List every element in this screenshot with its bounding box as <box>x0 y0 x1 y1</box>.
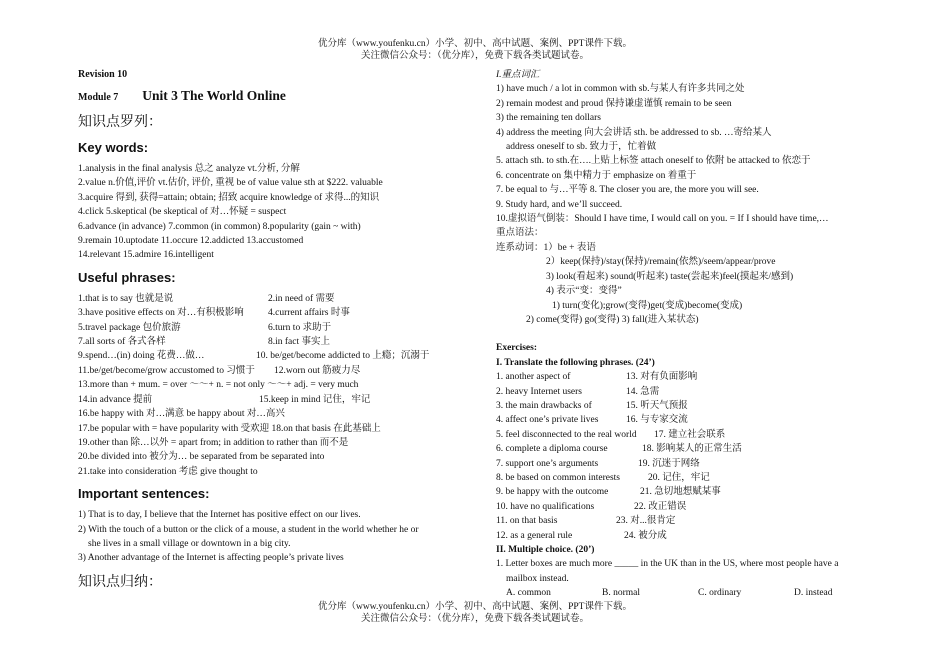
page-header <box>0 38 950 62</box>
phrase-row: 16.be happy with 对…满意 be happy about 对…高兴 <box>78 409 285 420</box>
sentence-line: she lives in a small village or downtown in a big city. <box>88 538 291 549</box>
module-label: Module 7 <box>78 92 119 103</box>
phrase-row <box>78 292 478 306</box>
exercise-item: 12. as a general rule <box>496 530 573 541</box>
phrase: 5.travel package 包价旅游 <box>78 322 181 333</box>
exercise-item: 21. 急切地想赋某事 <box>640 487 721 498</box>
vocab-line: 9. Study hard, and we’ll succeed. <box>496 199 623 210</box>
grammar-line: 2) come(变得) go(变得) 3) fall(进入某状态) <box>526 314 699 325</box>
phrase: 15.keep in mind 记住，牢记 <box>259 394 371 405</box>
keyword-line: 1.analysis in the final analysis 总之 analyze vt.分析, 分解 <box>78 164 300 174</box>
exercise-item: 5. feel disconnected to the real world <box>496 429 637 440</box>
exercise-item: 16. 与专家交流 <box>626 415 688 426</box>
exercise-row <box>496 385 936 399</box>
option-a: A. common <box>506 588 551 599</box>
page-footer <box>0 601 950 625</box>
exercise-row <box>496 500 936 514</box>
left-column <box>78 68 478 599</box>
phrase: 6.turn to 求助于 <box>268 322 332 333</box>
phrase-row: 19.other than 除…以外 = apart from; in addition to rather than 而不是 <box>78 437 349 448</box>
phrase-row <box>78 349 478 363</box>
phrase: 10. be/get/become addicted to 上瘾；沉溺于 <box>256 351 430 362</box>
vocab-title: I.重点词汇 <box>496 70 540 80</box>
right-column <box>496 68 936 601</box>
exercise-item: 11. on that basis <box>496 516 558 527</box>
exercise-item: 18. 影响某人的正常生活 <box>642 444 742 455</box>
phrase: 9.spend…(in) doing 花费…做… <box>78 351 205 362</box>
grammar-line: 3) look(看起来) sound(听起来) taste(尝起来)feel(摸起来/感到) <box>546 271 794 282</box>
phrase-row <box>78 306 478 320</box>
phrase: 12.worn out 筋疲力尽 <box>274 365 361 376</box>
summary-title: 知识点归纳： <box>78 573 162 590</box>
exercise-row <box>496 485 936 499</box>
question-1-cont: mailbox instead. <box>506 573 569 584</box>
phrase-row <box>78 335 478 349</box>
vocab-line: 1) have much / a lot in common with sb.与某人有许多共同之处 <box>496 84 745 95</box>
grammar-line: 2）keep(保持)/stay(保持)/remain(依然)/seem/appear/prove <box>546 257 776 268</box>
phrase: 8.in fact 事实上 <box>268 337 331 348</box>
exercise-row <box>496 529 936 543</box>
exercise-row <box>496 471 936 485</box>
phrase: 7.all sorts of 各式各样 <box>78 337 166 348</box>
exercise-row <box>496 413 936 427</box>
exercise-item: 1. another aspect of <box>496 372 571 383</box>
grammar-line: 4) 表示“变：变得” <box>546 286 622 297</box>
points-title: 知识点罗列： <box>78 114 162 130</box>
phrase-row: 17.be popular with = have popularity with 受欢迎 18.on that basis 在此基础上 <box>78 423 381 434</box>
vocab-line: 3) the remaining ten dollars <box>496 113 601 124</box>
exercise-item: 14. 急需 <box>626 386 660 397</box>
exercise-item: 15. 听天气预报 <box>626 400 688 411</box>
keywords-title: Key words: <box>78 140 149 155</box>
exercise-item: 3. the main drawbacks of <box>496 400 592 411</box>
header-line-2: 关注微信公众号：（优分库），免费下载各类试题试卷。 <box>360 51 589 61</box>
grammar-line: 连系动词：1）be + 表语 <box>496 242 596 253</box>
keyword-line: 2.value n.价值,评价 vt.估价, 评价, 重视 be of value value sth at $222. valuable <box>78 178 383 189</box>
revision-label: Revision 10 <box>78 69 128 80</box>
grammar-title: 重点语法： <box>496 228 544 239</box>
phrase-row: 21.take into consideration 考虑 give thought to <box>78 466 258 477</box>
exercise-item: 6. complete a diploma course <box>496 444 608 455</box>
vocab-line: address oneself to sb. 致力于，忙着做 <box>506 142 657 153</box>
exercise-item: 7. support one’s arguments <box>496 458 599 469</box>
phrase: 2.in need of 需要 <box>268 293 335 304</box>
sentences-title: Important sentences: <box>78 486 210 502</box>
exercises-title: Exercises: <box>496 343 537 354</box>
option-c: C. ordinary <box>698 588 742 599</box>
exercise-row <box>496 428 936 442</box>
exercise-item: 20. 记住，牢记 <box>648 472 710 483</box>
exercise-item: 9. be happy with the outcome <box>496 487 609 498</box>
sentence-line: 3) Another advantage of the Internet is affecting people’s private lives <box>78 553 344 564</box>
unit-title: Unit 3 The World Online <box>142 88 286 103</box>
module-title <box>78 88 478 106</box>
phrase: 11.be/get/become/grow accustomed to 习惯于 <box>78 365 255 376</box>
vocab-line: 6. concentrate on 集中精力于 emphasize on 着重于 <box>496 170 697 181</box>
footer-line-2: 关注微信公众号：（优分库），免费下载各类试题试卷。 <box>360 614 589 624</box>
sentence-line: 1) That is to day, I believe that the Internet has positive effect on our lives. <box>78 510 361 521</box>
phrase-row <box>78 393 478 407</box>
question-1-options <box>496 586 936 600</box>
grammar-line: 1) turn(变化);grow(变得)get(变成)become(变成) <box>552 300 743 311</box>
vocab-line: 7. be equal to 与…平等 8. The closer you are, the more you will see. <box>496 185 759 196</box>
keyword-line: 3.acquire 得到, 获得=attain; obtain; 招致 acquire knowledge of 求得...的知识 <box>78 192 380 203</box>
option-b: B. normal <box>602 588 640 599</box>
exercise-item: 17. 建立社会联系 <box>654 429 726 440</box>
exercise-row <box>496 514 936 528</box>
exercise-row <box>496 399 936 413</box>
exercise-item: 2. heavy Internet users <box>496 386 582 397</box>
phrase-row <box>78 321 478 335</box>
exercise-item: 24. 被分成 <box>624 530 667 541</box>
question-1: 1. Letter boxes are much more _____ in the UK than in the US, where most people have a <box>496 559 839 570</box>
phrase: 3.have positive effects on 对…有积极影响 <box>78 308 244 319</box>
phrase-row <box>78 364 478 378</box>
exercise-item: 4. affect one’s private lives <box>496 415 599 426</box>
vocab-line: 10.虚拟语气倒装：Should I have time, I would call on you. = If I should have time,… <box>496 214 829 225</box>
phrases-title: Useful phrases: <box>78 269 176 285</box>
exercise-item: 13. 对有负面影响 <box>626 372 698 383</box>
exercise-item: 22. 改正错误 <box>634 501 687 512</box>
option-d: D. instead <box>794 588 833 599</box>
phrase: 4.current affairs 时事 <box>268 308 350 319</box>
exercise-row <box>496 457 936 471</box>
vocab-line: 4) address the meeting 向大会讲话 sth. be addressed to sb. …寄给某人 <box>496 127 772 138</box>
exercise-item: 8. be based on common interests <box>496 472 621 483</box>
phrase-row: 13.more than + mum. = over ～～+ n. = not only ～～+ adj. = very much <box>78 380 359 391</box>
vocab-line: 2) remain modest and proud 保持谦虚谨慎 remain to be seen <box>496 98 732 109</box>
keyword-line: 6.advance (in advance) 7.common (in common) 8.popularity (gain ~ with) <box>78 221 361 232</box>
vocab-line: 5. attach sth. to sth.在….上贴上标签 attach oneself to 依附 be attacked to 依恋于 <box>496 156 811 167</box>
keyword-line: 9.remain 10.uptodate 11.occure 12.addicted 13.accustomed <box>78 236 304 247</box>
sentence-line: 2) With the touch of a button or the click of a mouse, a student in the world whether he or <box>78 524 419 535</box>
phrase: 1.that is to say 也就是说 <box>78 293 174 304</box>
exercise-row <box>496 442 936 456</box>
exercise-item: 23. 对...很肯定 <box>616 516 676 527</box>
keyword-line: 14.relevant 15.admire 16.intelligent <box>78 250 214 261</box>
exercise-2-title: II. Multiple choice. (20’) <box>496 545 595 555</box>
keyword-line: 4.click 5.skeptical (be skeptical of 对…怀疑 = suspect <box>78 207 287 218</box>
exercise-1-title: I. Translate the following phrases. (24’) <box>496 357 655 368</box>
footer-line-1: 优分库（www.youfenku.cn）小学、初中、高中试题、案例、PPT课件下载。 <box>318 602 632 612</box>
exercise-item: 10. have no qualifications <box>496 501 595 512</box>
exercise-row <box>496 370 936 384</box>
phrase-row: 20.be divided into 被分为… be separated from be separated into <box>78 452 325 463</box>
exercise-item: 19. 沉迷于网络 <box>638 458 700 469</box>
phrase: 14.in advance 提前 <box>78 394 153 405</box>
header-line-1: 优分库（www.youfenku.cn）小学、初中、高中试题、案例、PPT课件下载。 <box>318 39 632 49</box>
